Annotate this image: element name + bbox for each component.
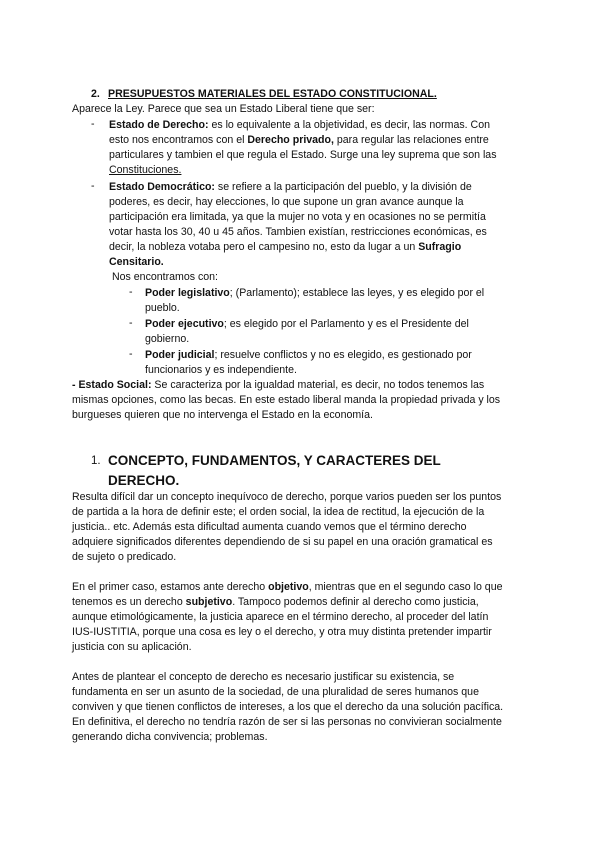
bullet-dash: -: [129, 286, 133, 298]
text: En el primer caso, estamos ante derecho: [72, 581, 269, 593]
bullet-derecho-line3: particulares y tambien el que regula el Estado. Surge una ley suprema que son las: [109, 149, 497, 161]
paragraph-line: IUS-IUSTITIA, porque una cosa es ley o el derecho, y otra muy distinta pretender impartir: [72, 626, 492, 638]
bullet-dash: -: [129, 348, 133, 360]
term-derecho-privado: Derecho privado,: [247, 134, 334, 146]
text: ; (Parlamento); establece las leyes, y es elegido por el: [229, 287, 485, 299]
paragraph-line: aunque etimológicamente, la justicia aparece en el término derecho, al proceder del latín: [72, 611, 489, 623]
paragraph-line: [72, 580, 502, 595]
paragraph-line: [72, 595, 479, 610]
intro-paragraph: Aparece la Ley. Parece que sea un Estado Liberal tiene que ser:: [72, 103, 375, 115]
estado-social-line1: [72, 378, 484, 393]
section-number: 1.: [91, 455, 101, 467]
poder-ejecutivo-line1: [145, 317, 469, 332]
bullet-derecho-line2: [109, 133, 489, 148]
term-estado-democratico: Estado Democrático:: [109, 181, 215, 193]
bullet-democratico-line2: poderes, es decir, hay elecciones, lo que supone un gran avance aunque la: [109, 196, 464, 208]
term-subjetivo: subjetivo: [185, 596, 233, 608]
paragraph-line: justicia.. etc. Además esta dificultad aumenta cuando vemos que el término derecho: [72, 521, 467, 533]
term-objetivo: objetivo: [268, 581, 309, 593]
term-poder-judicial: Poder judicial: [145, 349, 215, 361]
bullet-democratico-line6: [109, 255, 164, 270]
text: tenemos es un derecho: [72, 596, 186, 608]
text: . Tampoco podemos definir al derecho como justicia,: [232, 596, 479, 608]
text: esto nos encontramos con el: [109, 134, 248, 146]
nos-encontramos-label: Nos encontramos con:: [112, 271, 218, 283]
section-heading-text: PRESUPUESTOS MATERIALES DEL ESTADO CONSTITUCIONAL.: [108, 88, 437, 100]
term-constituciones: Constituciones.: [109, 164, 182, 176]
bullet-dash: -: [129, 317, 133, 329]
text: Se caracteriza por la igualdad material, es decir, no todos tenemos las: [151, 379, 485, 391]
bullet-democratico-line4: votar hasta los 30, 40 u 45 años. Tambien existían, restricciones económicas, es: [109, 226, 487, 238]
paragraph-line: de sujeto o predicado.: [72, 551, 177, 563]
paragraph-line: En definitiva, el derecho no tendría razón de ser si las personas no convivieran socialmente: [72, 716, 502, 728]
text: , mientras que en el segundo caso lo que: [308, 581, 503, 593]
term-sufragio: Sufragio: [418, 241, 462, 253]
bullet-dash: -: [91, 118, 95, 130]
text: ; resuelve conflictos y no es elegido, es gestionado por: [214, 349, 472, 361]
term-estado-social: - Estado Social:: [72, 379, 152, 391]
bullet-derecho-line4: [109, 163, 181, 178]
poder-legislativo-line2: pueblo.: [145, 302, 180, 314]
paragraph-line: fundamenta en ser un asunto de la sociedad, de una pluralidad de seres humanos que: [72, 686, 479, 698]
paragraph-line: Antes de plantear el concepto de derecho es necesario justificar su existencia, se: [72, 671, 455, 683]
term-estado-derecho: Estado de Derecho:: [109, 119, 209, 131]
section-heading-line1: CONCEPTO, FUNDAMENTOS, Y CARACTERES DEL: [108, 453, 441, 468]
poder-judicial-line1: [145, 348, 472, 363]
poder-ejecutivo-line2: gobierno.: [145, 333, 190, 345]
paragraph-line: de partida a la hora de definir este; el orden social, la idea de rectitud, la ejecución de la: [72, 506, 485, 518]
paragraph-line: adquiere significados diferentes dependiendo de si su papel en una oración gramatical es: [72, 536, 493, 548]
bullet-democratico-line1: [109, 180, 472, 195]
paragraph-line: Resulta difícil dar un concepto inequívoco de derecho, porque varios pueden ser los puntos: [72, 491, 502, 503]
section-number: 2.: [91, 88, 100, 100]
text: para regular las relaciones entre: [333, 134, 489, 146]
section-heading-line2: DERECHO.: [108, 473, 180, 488]
text: ; es elegido por el Parlamento y es el Presidente del: [223, 318, 469, 330]
bullet-democratico-line5: [109, 240, 461, 255]
text: decir, la nobleza votaba pero el campesino no, esto da lugar a un: [109, 241, 419, 253]
paragraph-line: justicia con su aplicación.: [72, 641, 192, 653]
bullet-derecho-line1: [109, 118, 490, 133]
term-poder-ejecutivo: Poder ejecutivo: [145, 318, 224, 330]
poder-legislativo-line1: [145, 286, 484, 301]
poder-judicial-line2: funcionarios y es independiente.: [145, 364, 297, 376]
text: es lo equivalente a la objetividad, es decir, las normas. Con: [208, 119, 490, 131]
paragraph-line: conviven y que tienen conflictos de intereses, a los que el derecho da una solución pacífica.: [72, 701, 504, 713]
estado-social-line3: burgueses quieren que no intervenga el Estado en la economía.: [72, 409, 373, 421]
estado-social-line2: mismas opciones, como las becas. En este estado liberal manda la propiedad privada y los: [72, 394, 501, 406]
text: se refiere a la participación del pueblo, y la división de: [214, 181, 472, 193]
paragraph-line: generando dicha convivencia; problemas.: [72, 731, 268, 743]
term-censitario: Censitario.: [109, 256, 164, 268]
term-poder-legislativo: Poder legislativo: [145, 287, 230, 299]
bullet-democratico-line3: participación era limitada, ya que la mujer no vota y en ocasiones no se permitía: [109, 211, 486, 223]
bullet-dash: -: [91, 180, 95, 192]
section-heading: [108, 88, 437, 100]
